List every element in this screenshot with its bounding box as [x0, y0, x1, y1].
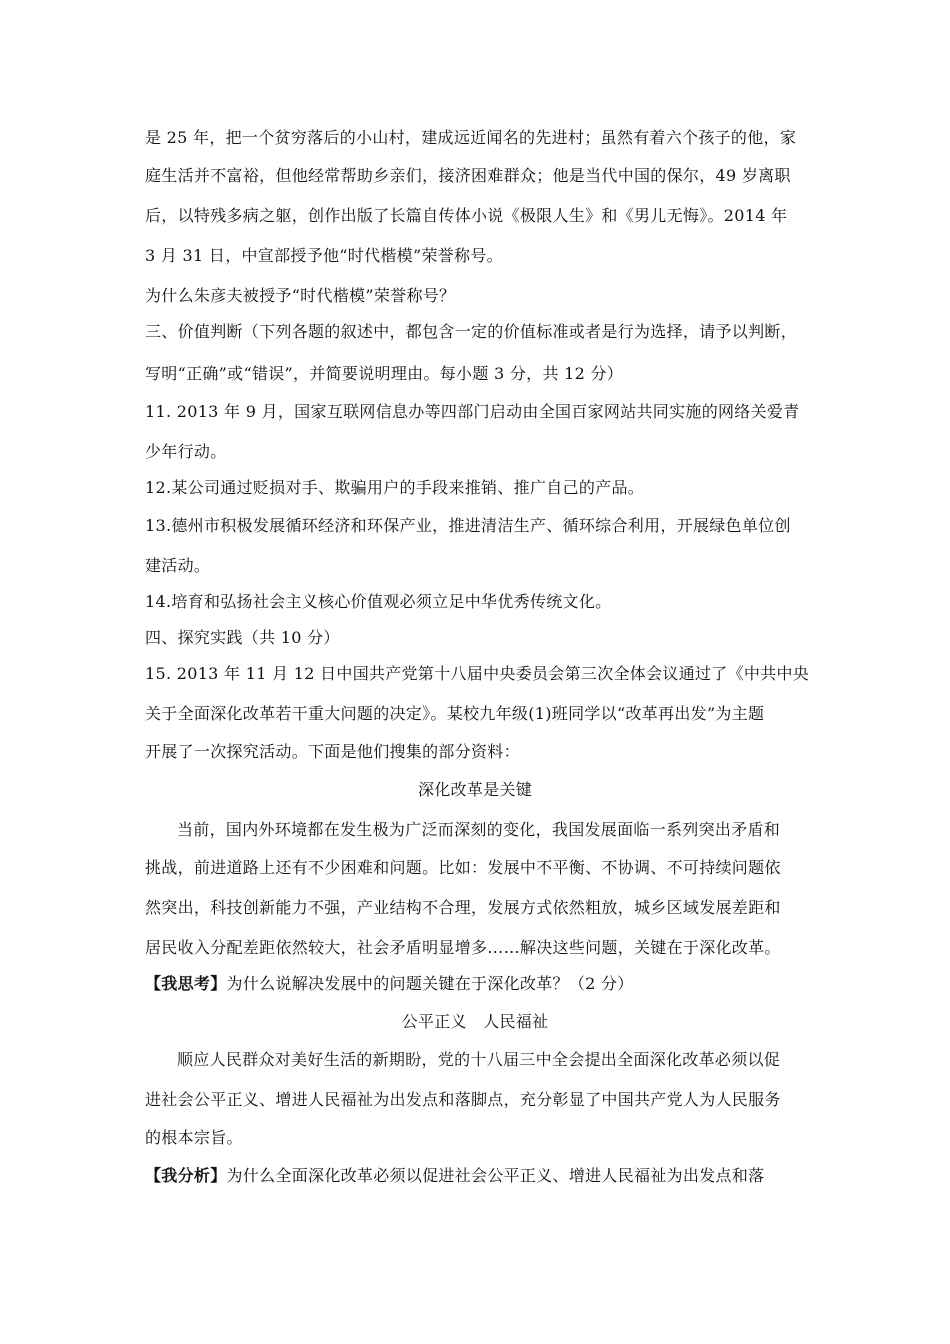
think-text: 为什么说解决发展中的问题关键在于深化改革？（2 分）	[226, 974, 634, 993]
think-prompt	[145, 974, 815, 994]
para-line: 庭生活并不富裕，但他经常帮助乡亲们，接济困难群众；他是当代中国的保尔，49 岁离职	[145, 166, 791, 185]
material-2-line: 进社会公平正义、增进人民福祉为出发点和落脚点，充分彰显了中国共产党人为人民服务	[145, 1090, 781, 1109]
section-3-heading: 三、价值判断（下列各题的叙述中，都包含一定的价值标准或者是行为选择，请予以判断，	[145, 322, 798, 341]
material-2-line: 顺应人民群众对美好生活的新期盼，党的十八届三中全会提出全面深化改革必须以促	[177, 1050, 781, 1069]
question-12: 12.某公司通过贬损对手、欺骗用户的手段来推销、推广自己的产品。	[145, 478, 645, 497]
material-1-line: 居民收入分配差距依然较大，社会矛盾明显增多……解决这些问题，关键在于深化改革。	[145, 938, 781, 957]
analyze-label: 【我分析】	[145, 1166, 227, 1185]
question-15: 15. 2013 年 11 月 12 日中国共产党第十八届中央委员会第三次全体会议通过了《中共中央	[145, 664, 810, 683]
para-line: 是 25 年，把一个贫穷落后的小山村，建成远近闻名的先进村；虽然有着六个孩子的他，家	[145, 128, 797, 147]
material-2-title: 公平正义 人民福祉	[401, 1012, 549, 1031]
question-15: 开展了一次探究活动。下面是他们搜集的部分资料：	[145, 742, 520, 761]
question-15: 关于全面深化改革若干重大问题的决定》。某校九年级(1)班同学以“改革再出发”为主题	[145, 704, 765, 723]
question-13: 13.德州市积极发展循环经济和环保产业，推进清洁生产、循环综合利用，开展绿色单位创	[145, 516, 791, 535]
question-11: 11. 2013 年 9 月，国家互联网信息办等四部门启动由全国百家网站共同实施的网络关爱青	[145, 402, 800, 421]
question-13: 建活动。	[145, 556, 211, 575]
think-label: 【我思考】	[145, 974, 227, 993]
question-14: 14.培育和弘扬社会主义核心价值观必须立足中华优秀传统文化。	[145, 592, 612, 611]
material-1-line: 挑战，前进道路上还有不少困难和问题。比如：发展中不平衡、不协调、不可持续问题依	[145, 858, 781, 877]
question-11: 少年行动。	[145, 442, 227, 461]
material-1-line: 然突出，科技创新能力不强，产业结构不合理，发展方式依然粗放，城乡区域发展差距和	[145, 898, 781, 917]
material-1-title: 深化改革是关键	[417, 780, 533, 799]
analyze-text: 为什么全面深化改革必须以促进社会公平正义、增进人民福祉为出发点和落	[226, 1166, 765, 1185]
para-line: 3 月 31 日，中宣部授予他“时代楷模”荣誉称号。	[145, 246, 503, 265]
material-1-line: 当前，国内外环境都在发生极为广泛而深刻的变化，我国发展面临一系列突出矛盾和	[177, 820, 781, 839]
para-line: 后，以特残多病之躯，创作出版了长篇自传体小说《极限人生》和《男儿无悔》。2014 年	[145, 206, 788, 225]
section-3-heading: 写明“正确”或“错误”，并简要说明理由。每小题 3 分，共 12 分）	[145, 364, 624, 383]
analyze-prompt	[145, 1166, 815, 1186]
material-2-line: 的根本宗旨。	[145, 1128, 243, 1147]
section-4-heading: 四、探究实践（共 10 分）	[145, 628, 340, 647]
question-10: 为什么朱彦夫被授予“时代楷模”荣誉称号？	[145, 286, 456, 305]
